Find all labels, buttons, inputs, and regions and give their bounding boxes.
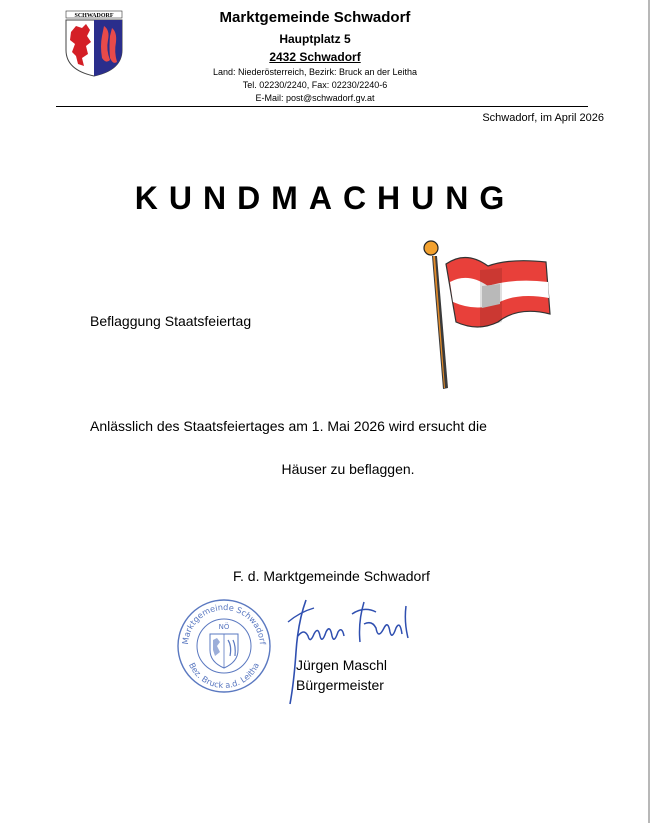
official-stamp <box>176 598 272 694</box>
municipality-name: Marktgemeinde Schwadorf <box>219 9 411 26</box>
signatory-name: Jürgen Maschl <box>296 657 388 673</box>
crest-label: SCHWADORF <box>74 13 114 19</box>
body-text-line-1: Anlässlich des Staatsfeiertages am 1. Mai 2026 wird ersucht die <box>90 418 487 434</box>
stamp-ring-text-bottom: Bez. Bruck a.d. Leitha <box>186 660 262 691</box>
austrian-flag-icon <box>410 238 560 393</box>
body-text-line-2: Häuser zu beflaggen. <box>281 461 415 477</box>
email-line: E-Mail: post@schwadorf.gv.at <box>255 93 375 103</box>
stamp-center-text: NÖ <box>218 623 230 631</box>
closing-line: F. d. Marktgemeinde Schwadorf <box>233 568 430 584</box>
region-line: Land: Niederösterreich, Bezirk: Bruck an der Leitha <box>212 67 418 77</box>
letterhead <box>130 8 500 105</box>
coat-of-arms-icon <box>62 10 126 78</box>
street-address: Hauptplatz 5 <box>279 32 351 46</box>
stamp-ring-text-top: Marktgemeinde Schwadorf <box>179 601 268 645</box>
date-line: Schwadorf, im April 2026 <box>482 112 604 124</box>
phone-line: Tel. 02230/2240, Fax: 02230/2240-6 <box>242 80 388 90</box>
signatory-role: Bürgermeister <box>296 677 384 693</box>
postal-city: 2432 Schwadorf <box>269 50 361 64</box>
document-title: KUNDMACHUNG <box>134 180 516 216</box>
subject-line: Beflaggung Staatsfeiertag <box>90 313 252 329</box>
header-divider <box>56 106 588 107</box>
